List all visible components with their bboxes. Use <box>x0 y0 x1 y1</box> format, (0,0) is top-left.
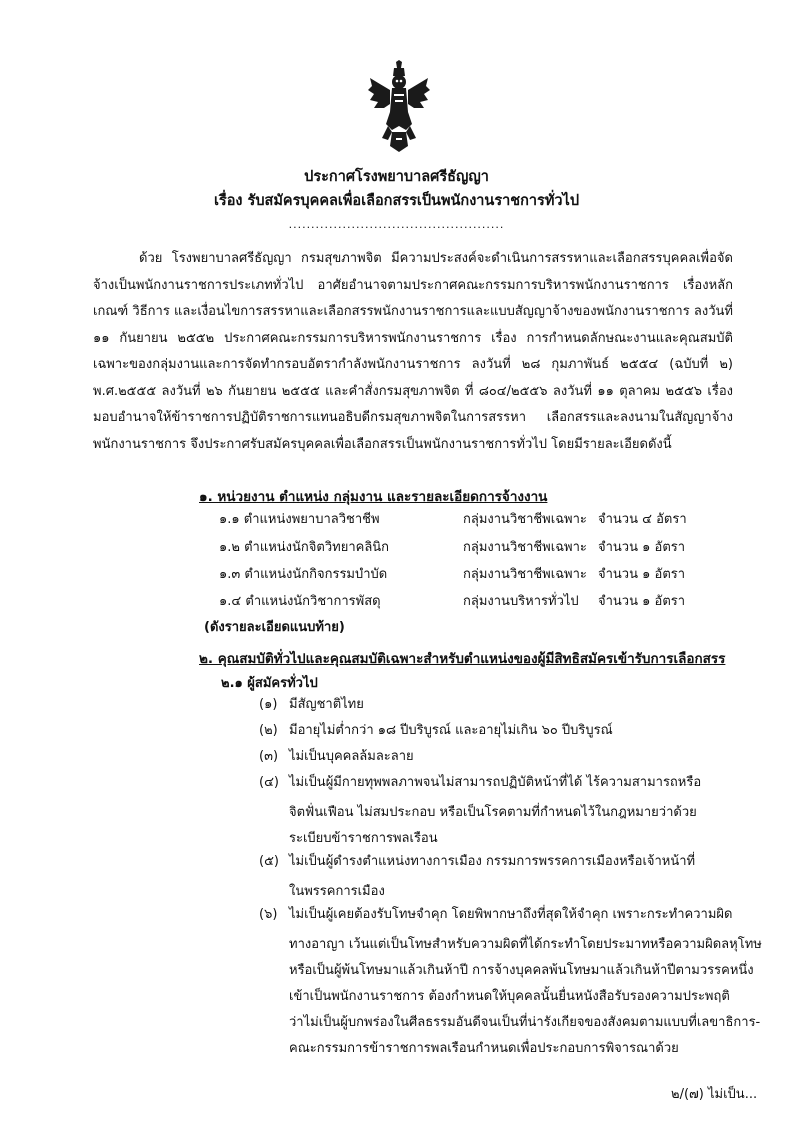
position-count: จำนวน ๑ อัตรา <box>598 540 686 555</box>
section2-subheading: ๒.๑ ผู้สมัครทั่วไป <box>221 676 318 691</box>
intro-paragraph: ด้วย โรงพยาบาลศรีธัญญา กรมสุขภาพจิต มีความประสงค์จะดำเนินการสรรหาและเลือกสรรบุคคลเพื่อจัดจ้างเป็นพนักงานราชการประเภททั่วไป อาศัยอำนาจตามประกาศคณะกรรมการบริหารพนักงานราชการ เรื่องหลักเกณฑ์ วิธีการ และเงื่อนไขการสรรหาและเลือกสรรพนักงานราชการและแบบสัญญาจ้างของพนักงานราชการ ลงวันที่ ๑๑ กันยายน ๒๕๕๒ ประกาศคณะกรรมการบริหารพนักงานราชการ เรื่อง การกำหนดลักษณะงานและคุณสมบัติเฉพาะของกลุ่มงานและการจัดทำกรอบอัตรากำลังพนักงานราชการ ลงวันที่ ๒๘ กุมภาพันธ์ ๒๕๕๔ (ฉบับที่ ๒) พ.ศ.๒๕๕๕ ลงวันที่ ๒๖ กันยายน ๒๕๕๕ และคำสั่งกรมสุขภาพจิต ที่ ๘๐๔/๒๕๕๖ ลงวันที่ ๑๑ ตุลาคม ๒๕๕๖ เรื่อง มอบอำนาจให้ข้าราชการปฏิบัติราชการแทนอธิบดีกรมสุขภาพจิตในการสรรหา เลือกสรรและลงนามในสัญญาจ้างพนักงานราชการ จึงประกาศรับสมัครบุคคลเพื่อเลือกสรรเป็นพนักงานราชการทั่วไป โดยมีรายละเอียดดังนี้ <box>93 251 733 452</box>
position-name: ตำแหน่งพยาบาลวิชาชีพ <box>243 512 380 527</box>
item-text: ไม่เป็นผู้เคยต้องรับโทษจำคุก โดยพิพากษาถึงที่สุดให้จำคุก เพราะกระทำความผิด <box>289 907 733 922</box>
item-text: มีสัญชาติไทย <box>289 697 364 712</box>
position-row <box>219 590 381 611</box>
item-continuation: ว่าไม่เป็นผู้บกพร่องในศีลธรรมอันดีจนเป็นที่น่ารังเกียจของสังคมตามแบบที่เลขาธิการ- <box>289 1015 761 1030</box>
item-number: (๓) <box>259 749 279 764</box>
qualification-item <box>259 770 701 797</box>
item-text: ไม่เป็นผู้ดำรงตำแหน่งทางการเมือง กรรมการพรรคการเมืองหรือเจ้าหน้าที่ <box>289 854 696 869</box>
qualification-item <box>259 849 695 876</box>
item-continuation: เข้าเป็นพนักงานราชการ ต้องกำหนดให้บุคคลนั้นยื่นหนังสือรับรองความประพฤติ <box>289 989 730 1004</box>
item-number: (๔) <box>259 775 279 790</box>
announcement-title: ประกาศโรงพยาบาลศรีธัญญา <box>304 169 489 185</box>
position-group: กลุ่มงานบริหารทั่วไป <box>463 594 579 609</box>
item-number: (๖) <box>259 907 278 922</box>
position-name: ตำแหน่งนักกิจกรรมบำบัด <box>244 567 388 582</box>
position-group: กลุ่มงานวิชาชีพเฉพาะ <box>463 512 587 527</box>
item-continuation: ระเบียบข้าราชการพลเรือน <box>289 831 438 846</box>
position-group: กลุ่มงานวิชาชีพเฉพาะ <box>463 540 587 555</box>
item-continuation: หรือเป็นผู้พ้นโทษมาแล้วเกินห้าปี การจ้างบุคคลพ้นโทษมาแล้วเกินห้าปีตามวรรคหนึ่ง <box>289 963 754 978</box>
item-number: (๕) <box>259 854 279 869</box>
position-row <box>219 508 380 529</box>
qualification-item <box>259 718 613 745</box>
title-separator: ................................................ <box>288 218 505 231</box>
position-number: ๑.๓ <box>219 567 241 582</box>
qualification-item <box>259 902 732 929</box>
item-continuation: จิตฟั่นเฟือน ไม่สมประกอบ หรือเป็นโรคตามที่กำหนดไว้ในกฎหมายว่าด้วย <box>289 805 697 820</box>
item-number: (๑) <box>259 697 278 712</box>
item-text: ไม่เป็นผู้มีกายทุพพลภาพจนไม่สามารถปฏิบัติหน้าที่ได้ ไร้ความสามารถหรือ <box>289 775 702 790</box>
item-continuation: ในพรรคการเมือง <box>289 884 385 899</box>
position-number: ๑.๔ <box>219 594 242 609</box>
page-continuation-marker: ๒/(๗) ไม่เป็น... <box>671 1087 758 1102</box>
position-count: จำนวน ๑ อัตรา <box>598 567 686 582</box>
position-row <box>219 563 387 584</box>
item-text: ไม่เป็นบุคคลล้มละลาย <box>289 749 414 764</box>
section1-heading: ๑. หน่วยงาน ตำแหน่ง กลุ่มงาน และรายละเอียดการจ้างงาน <box>199 489 548 505</box>
position-name: ตำแหน่งนักจิตวิทยาคลินิก <box>244 540 390 555</box>
position-number: ๑.๒ <box>219 540 240 555</box>
position-count: จำนวน ๑ อัตรา <box>598 594 686 609</box>
position-number: ๑.๑ <box>219 512 240 527</box>
section2-heading: ๒. คุณสมบัติทั่วไปและคุณสมบัติเฉพาะสำหรับตำแหน่งของผู้มีสิทธิสมัครเข้ารับการเลือกสรร <box>199 651 726 667</box>
item-continuation: คณะกรรมการข้าราชการพลเรือนกำหนดเพื่อประกอบการพิจารณาด้วย <box>289 1041 679 1056</box>
item-continuation: ทางอาญา เว้นแต่เป็นโทษสำหรับความผิดที่ได้กระทำโดยประมาทหรือความผิดลหุโทษ <box>289 937 762 952</box>
qualification-item <box>259 692 364 719</box>
qualification-item <box>259 744 414 771</box>
announcement-subject: เรื่อง รับสมัครบุคคลเพื่อเลือกสรรเป็นพนักงานราชการทั่วไป <box>213 193 580 209</box>
position-row <box>219 536 389 557</box>
item-text: มีอายุไม่ต่ำกว่า ๑๘ ปีบริบูรณ์ และอายุไม่เกิน ๖๐ ปีบริบูรณ์ <box>289 723 613 738</box>
position-count: จำนวน ๔ อัตรา <box>598 512 687 527</box>
garuda-emblem <box>368 60 430 152</box>
position-name: ตำแหน่งนักวิชาการพัสดุ <box>245 594 381 609</box>
attachment-note: (ดังรายละเอียดแนบท้าย) <box>204 620 345 635</box>
position-group: กลุ่มงานวิชาชีพเฉพาะ <box>463 567 587 582</box>
item-number: (๒) <box>259 723 278 738</box>
